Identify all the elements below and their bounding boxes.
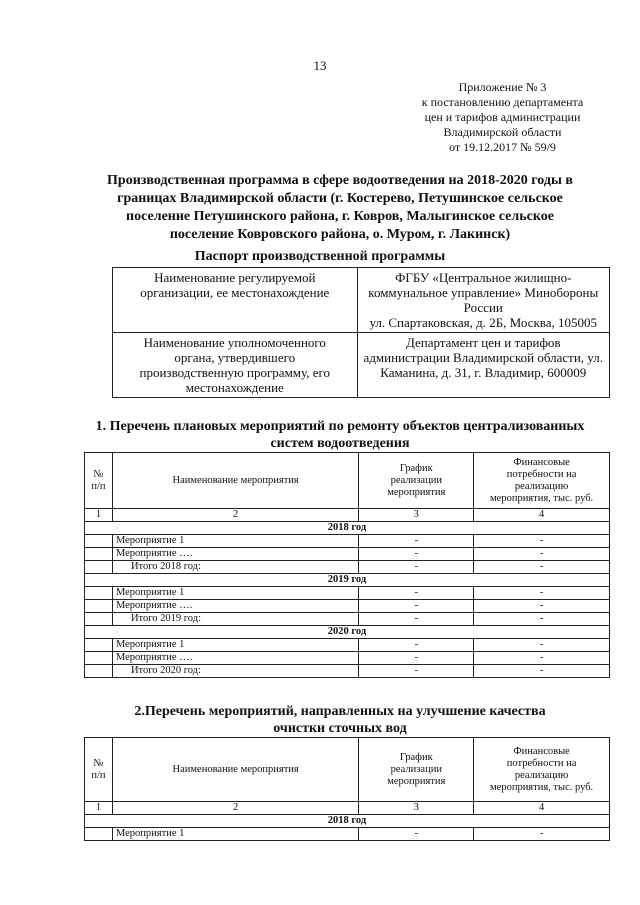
text-line: ФГБУ «Центральное жилищно- bbox=[395, 270, 572, 285]
text-line: реализацию bbox=[514, 769, 569, 781]
col-number: 3 bbox=[359, 509, 474, 522]
finance-cell: - bbox=[474, 548, 610, 561]
passport-row bbox=[113, 333, 610, 398]
text-line: мероприятия, тыс. руб. bbox=[490, 492, 594, 504]
text-line: органа, утвердившего bbox=[174, 350, 296, 365]
col-number: 2 bbox=[112, 802, 358, 815]
text-line: Финансовые bbox=[513, 456, 570, 468]
text-line: потребности на bbox=[506, 468, 577, 480]
text-line: ул. Спартаковская, д. 2Б, Москва, 105005 bbox=[369, 315, 598, 330]
total-label: Итого 2018 год: bbox=[112, 561, 358, 574]
table-header-row bbox=[85, 453, 610, 509]
total-label: Итого 2019 год: bbox=[112, 613, 358, 626]
passport-value bbox=[357, 333, 609, 398]
section2-table bbox=[84, 737, 610, 841]
text-line: производственную программу, его bbox=[139, 365, 331, 380]
schedule-cell: - bbox=[359, 600, 474, 613]
year-label: 2019 год bbox=[85, 574, 610, 587]
text-line: России bbox=[463, 300, 503, 315]
year-row bbox=[85, 522, 610, 535]
table-row bbox=[85, 828, 610, 841]
title-line: границах Владимирской области (г. Костерево, Петушинское сельское bbox=[117, 191, 563, 206]
text-line: п/п bbox=[91, 769, 106, 781]
passport-label bbox=[113, 333, 358, 398]
total-label: Итого 2020 год: bbox=[112, 665, 358, 678]
schedule-cell: - bbox=[359, 639, 474, 652]
appendix-line: от 19.12.2017 № 59/9 bbox=[449, 140, 556, 154]
title-line: поселение Ковровского района, о. Муром, г. Лакинск) bbox=[169, 227, 511, 242]
table-row bbox=[85, 535, 610, 548]
header-finance bbox=[474, 738, 610, 802]
table-row bbox=[85, 652, 610, 665]
total-row bbox=[85, 665, 610, 678]
finance-cell: - bbox=[474, 613, 610, 626]
text-line: реализации bbox=[390, 763, 442, 775]
col-number: 4 bbox=[474, 802, 610, 815]
item-name: Мероприятие …. bbox=[112, 652, 358, 665]
item-name: Мероприятие 1 bbox=[112, 828, 358, 841]
text-line: мероприятия, тыс. руб. bbox=[490, 781, 594, 793]
table-row bbox=[85, 548, 610, 561]
header-finance bbox=[474, 453, 610, 509]
item-name: Мероприятие …. bbox=[112, 600, 358, 613]
schedule-cell: - bbox=[359, 613, 474, 626]
header-name: Наименование мероприятия bbox=[112, 453, 358, 509]
finance-cell: - bbox=[474, 652, 610, 665]
total-row bbox=[85, 613, 610, 626]
title-line: Производственная программа в сфере водоотведения на 2018-2020 годы в bbox=[107, 173, 573, 188]
col-number: 1 bbox=[85, 509, 113, 522]
finance-cell: - bbox=[474, 535, 610, 548]
column-numbers-row bbox=[85, 802, 610, 815]
passport-table bbox=[112, 267, 610, 398]
appendix-line: к постановлению департамента bbox=[421, 95, 584, 109]
item-name: Мероприятие …. bbox=[112, 548, 358, 561]
schedule-cell: - bbox=[359, 548, 474, 561]
item-name: Мероприятие 1 bbox=[112, 639, 358, 652]
section2-title bbox=[60, 703, 620, 737]
item-name: Мероприятие 1 bbox=[112, 535, 358, 548]
text-line: График bbox=[399, 751, 433, 763]
title-line: поселение Петушинского района, г. Ковров, Малыгинское сельское bbox=[126, 209, 554, 224]
total-row bbox=[85, 561, 610, 574]
finance-cell: - bbox=[474, 665, 610, 678]
item-name: Мероприятие 1 bbox=[112, 587, 358, 600]
passport-title: Паспорт производственной программы bbox=[194, 249, 446, 264]
col-number: 2 bbox=[112, 509, 358, 522]
header-schedule bbox=[359, 453, 474, 509]
text-line: График bbox=[399, 462, 433, 474]
passport-row bbox=[113, 268, 610, 333]
text-line: администрации Владимирской области, ул. bbox=[363, 350, 603, 365]
header-num bbox=[85, 738, 113, 802]
schedule-cell: - bbox=[359, 828, 474, 841]
text-line: Каманина, д. 31, г. Владимир, 600009 bbox=[380, 365, 587, 380]
appendix-line: Приложение № 3 bbox=[458, 80, 547, 94]
year-label: 2018 год bbox=[85, 522, 610, 535]
text-line: мероприятия bbox=[387, 775, 446, 787]
schedule-cell: - bbox=[359, 535, 474, 548]
title-line: 2.Перечень мероприятий, направленных на улучшение качества bbox=[134, 704, 546, 719]
section1-title bbox=[60, 418, 620, 452]
header-name: Наименование мероприятия bbox=[112, 738, 358, 802]
title-line: систем водоотведения bbox=[270, 436, 410, 451]
table-row bbox=[85, 639, 610, 652]
title-line: очистки сточных вод bbox=[273, 721, 407, 736]
text-line: п/п bbox=[91, 480, 106, 492]
appendix-line: цен и тарифов администрации bbox=[424, 110, 581, 124]
text-line: организации, ее местонахождение bbox=[140, 285, 330, 300]
year-row bbox=[85, 626, 610, 639]
document-title bbox=[60, 172, 620, 244]
col-number: 1 bbox=[85, 802, 113, 815]
text-line: потребности на bbox=[506, 757, 577, 769]
text-line: Финансовые bbox=[513, 745, 570, 757]
passport-label bbox=[113, 268, 358, 333]
appendix-block bbox=[395, 80, 610, 155]
text-line: № bbox=[93, 468, 104, 480]
text-line: реализацию bbox=[514, 480, 569, 492]
year-row bbox=[85, 815, 610, 828]
schedule-cell: - bbox=[359, 561, 474, 574]
text-line: реализации bbox=[390, 474, 442, 486]
finance-cell: - bbox=[474, 600, 610, 613]
section1-table bbox=[84, 452, 610, 678]
table-row bbox=[85, 587, 610, 600]
page-number: 13 bbox=[313, 58, 327, 73]
finance-cell: - bbox=[474, 828, 610, 841]
finance-cell: - bbox=[474, 587, 610, 600]
year-row bbox=[85, 574, 610, 587]
table-header-row bbox=[85, 738, 610, 802]
text-line: коммунальное управление» Минобороны bbox=[368, 285, 599, 300]
title-line: 1. Перечень плановых мероприятий по ремонту объектов централизованных bbox=[95, 419, 585, 434]
finance-cell: - bbox=[474, 639, 610, 652]
year-label: 2018 год bbox=[85, 815, 610, 828]
column-numbers-row bbox=[85, 509, 610, 522]
passport-value bbox=[357, 268, 609, 333]
text-line: № bbox=[93, 757, 104, 769]
text-line: Наименование регулируемой bbox=[154, 270, 316, 285]
text-line: местонахождение bbox=[185, 380, 284, 395]
schedule-cell: - bbox=[359, 652, 474, 665]
schedule-cell: - bbox=[359, 587, 474, 600]
schedule-cell: - bbox=[359, 665, 474, 678]
text-line: Наименование уполномоченного bbox=[143, 335, 326, 350]
appendix-line: Владимирской области bbox=[443, 125, 562, 139]
col-number: 4 bbox=[474, 509, 610, 522]
table-row bbox=[85, 600, 610, 613]
text-line: мероприятия bbox=[387, 486, 446, 498]
finance-cell: - bbox=[474, 561, 610, 574]
col-number: 3 bbox=[359, 802, 474, 815]
text-line: Департамент цен и тарифов bbox=[405, 335, 561, 350]
header-schedule bbox=[359, 738, 474, 802]
header-num bbox=[85, 453, 113, 509]
year-label: 2020 год bbox=[85, 626, 610, 639]
